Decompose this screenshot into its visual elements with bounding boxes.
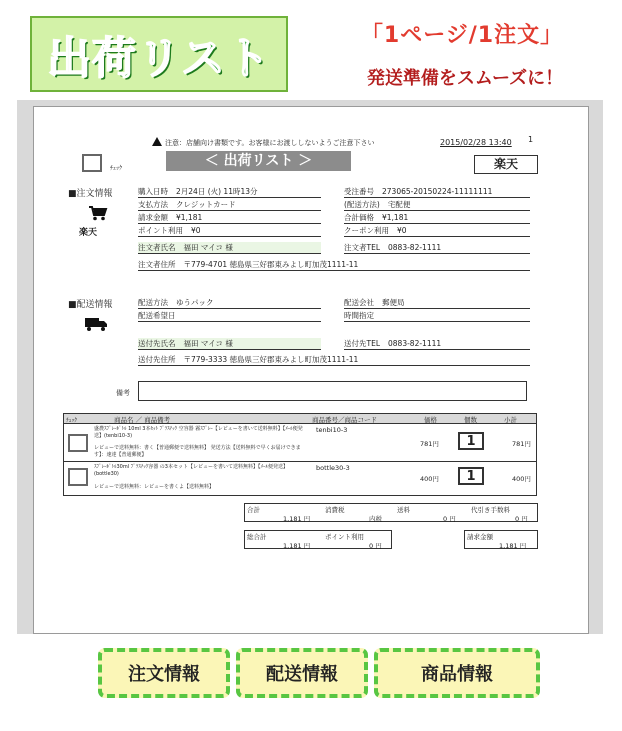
shipping-field-desired-date: 配送希望日 bbox=[138, 310, 321, 322]
points-value: 0 円 bbox=[369, 542, 382, 550]
totals-row-2 bbox=[244, 530, 392, 549]
subtotal-value: 1,181 円 bbox=[283, 515, 311, 523]
shipping-field-recipient-name: 送付先氏名 福田 マイコ 様 bbox=[138, 338, 321, 350]
badge-shipping-info: 配送情報 bbox=[236, 648, 368, 698]
cod-fee-value: 0 円 bbox=[515, 515, 528, 523]
shipping-field-carrier: 配送会社 郵便局 bbox=[344, 297, 530, 309]
header-check: ﾁｪｯｸ bbox=[66, 418, 78, 424]
order-field-billing: 請求金額 ¥1,181 bbox=[138, 212, 321, 224]
item-subtotal: 400円 bbox=[512, 475, 531, 483]
header-price: 価格 bbox=[424, 416, 437, 424]
shipping-field-method: 配送方法 ゆうパック bbox=[138, 297, 321, 309]
shipping-section-label: ■配送情報 bbox=[68, 300, 113, 310]
remarks-label: 備考 bbox=[116, 389, 130, 397]
remarks-field[interactable] bbox=[138, 381, 527, 401]
order-field-points: ポイント利用 ¥0 bbox=[138, 225, 321, 237]
item-price: 781円 bbox=[420, 440, 439, 448]
cart-icon bbox=[88, 205, 108, 221]
order-store-label: 楽天 bbox=[79, 228, 98, 238]
order-field-customer-address: 注文者住所 〒779-4701 徳島県三好郡東みよし町加茂1111-11 bbox=[138, 259, 530, 271]
order-field-delivery-method: (配送方法) 宅配便 bbox=[344, 199, 530, 211]
promo-tagline-main: 「1ページ/1注文」 bbox=[360, 23, 564, 48]
item-check-box[interactable] bbox=[68, 434, 88, 452]
item-note: レビューで送料無料：レビューを書くよ【送料無料】 bbox=[94, 484, 215, 490]
item-price: 400円 bbox=[420, 475, 439, 483]
shipping-field-time: 時間指定 bbox=[344, 310, 530, 322]
print-datetime: 2015/02/28 13:40 bbox=[440, 138, 512, 147]
order-field-coupon: クーポン利用 ¥0 bbox=[344, 225, 530, 237]
shipping-list-sheet bbox=[33, 106, 589, 634]
store-name-box: 楽天 bbox=[474, 155, 538, 174]
item-qty: 1 bbox=[458, 432, 484, 450]
table-row bbox=[63, 424, 537, 462]
promo-title: 出荷リスト bbox=[46, 33, 272, 84]
header-qty: 個数 bbox=[464, 416, 477, 424]
points-label: ポイント利用 bbox=[325, 533, 364, 541]
warning-icon bbox=[152, 137, 162, 146]
order-field-payment: 支払方法 クレジットカード bbox=[138, 199, 321, 211]
item-name: 盛農ｽﾌﾟﾚｰﾎﾞﾄﾙ 10ml 3本ｾｯﾄ ﾌﾟﾗｽﾁｯｸ 空容器 霧ｽﾌﾟﾚｰ【レビューを書いて送料無料】【ﾒｰﾙ便発送】(tenbi10-3) bbox=[94, 426, 303, 439]
truck-icon bbox=[84, 316, 108, 332]
item-code: bottle30-3 bbox=[316, 464, 350, 472]
subtotal-label: 合計 bbox=[247, 506, 260, 514]
order-field-customer-name: 注文者氏名 福田 マイコ 様 bbox=[138, 242, 321, 254]
shipping-fee-value: 0 円 bbox=[443, 515, 456, 523]
items-header-row bbox=[63, 413, 537, 424]
item-note: レビューで送料無料：書く【普通郵便で送料無料】 発送方法【送料無料で早くお届けできます】：速達【普通郵便】 bbox=[94, 445, 301, 458]
badge-order-info: 注文情報 bbox=[98, 648, 230, 698]
item-name: ｽﾌﾟﾚｰﾎﾞﾄﾙ30ml ﾌﾟﾗｽﾁｯｸ容器 の3本セット【レビューを書いて送料無料】【ﾒｰﾙ便発送】(bottle30) bbox=[94, 464, 288, 477]
page-number: 1 bbox=[528, 135, 534, 144]
header-name: 商品名 ／ 商品備考 bbox=[114, 416, 171, 424]
order-field-customer-tel: 注文者TEL 0883-82-1111 bbox=[344, 242, 530, 254]
grand-total-label: 総合計 bbox=[247, 533, 267, 541]
order-section-label: ■注文情報 bbox=[68, 189, 113, 199]
grand-total-value: 1,181 円 bbox=[283, 542, 311, 550]
billing-total-value: 1,181 円 bbox=[499, 542, 527, 550]
order-check-box[interactable] bbox=[82, 154, 102, 172]
promo-tagline-sub: 発送準備をスムーズに！ bbox=[366, 68, 564, 89]
billing-total-box bbox=[464, 530, 538, 549]
list-title: ＜ 出荷リスト ＞ bbox=[166, 151, 351, 171]
item-check-box[interactable] bbox=[68, 468, 88, 486]
cod-fee-label: 代引き手数料 bbox=[471, 506, 510, 514]
promo-title-box bbox=[30, 16, 288, 92]
tax-label: 消費税 bbox=[325, 506, 345, 514]
totals-row-1 bbox=[244, 503, 538, 522]
table-row bbox=[63, 462, 537, 496]
shipping-field-recipient-address: 送付先住所 〒779-3333 徳島県三好郡東みよし町加茂1111-11 bbox=[138, 354, 530, 366]
header-subtotal: 小計 bbox=[504, 416, 517, 424]
order-field-purchase-date: 購入日時 2月24日 (火) 11時13分 bbox=[138, 186, 321, 198]
badge-product-info: 商品情報 bbox=[374, 648, 540, 698]
item-code: tenbi10-3 bbox=[316, 426, 348, 434]
billing-total-label: 請求金額 bbox=[467, 533, 493, 541]
tax-value: 内税 bbox=[369, 515, 382, 523]
order-field-order-number: 受注番号 273065-20150224-11111111 bbox=[344, 186, 530, 198]
shipping-fee-label: 送料 bbox=[397, 506, 410, 514]
order-check-label: ﾁｪｯｸ bbox=[110, 165, 123, 172]
header-code: 商品番号／商品コード bbox=[312, 416, 377, 424]
shipping-field-recipient-tel: 送付先TEL 0883-82-1111 bbox=[344, 338, 530, 350]
item-subtotal: 781円 bbox=[512, 440, 531, 448]
notice-text: 注意：店舗向け書類です。お客様にお渡ししないようご注意下さい bbox=[165, 139, 375, 147]
notice bbox=[152, 137, 374, 148]
item-qty: 1 bbox=[458, 467, 484, 485]
order-field-total-price: 合計価格 ¥1,181 bbox=[344, 212, 530, 224]
